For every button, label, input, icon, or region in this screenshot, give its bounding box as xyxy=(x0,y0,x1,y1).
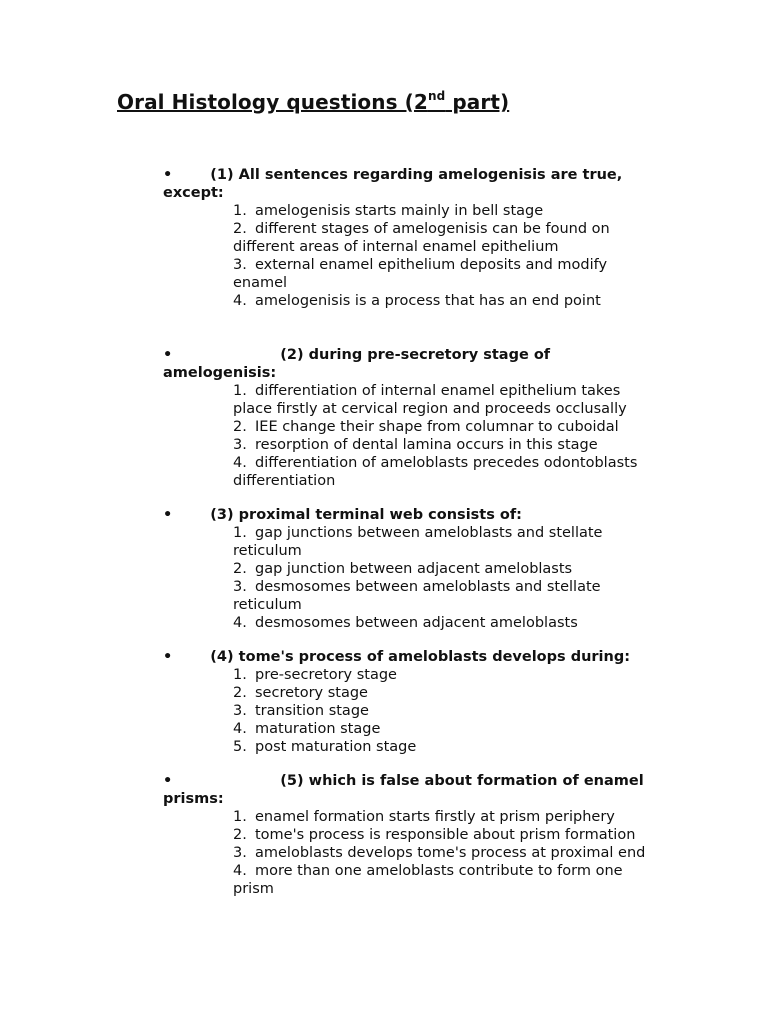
option-number: 4. xyxy=(233,455,247,471)
option-list xyxy=(163,524,663,632)
option-item xyxy=(233,560,663,578)
question-text: (4) tome's process of ameloblasts develops during: xyxy=(210,649,631,665)
option-item xyxy=(233,666,663,684)
option-number: 2. xyxy=(233,685,247,701)
option-item xyxy=(233,418,663,436)
question-heading xyxy=(163,648,663,666)
option-text: desmosomes between ameloblasts and stellate reticulum xyxy=(233,579,601,613)
page-title xyxy=(117,90,509,114)
option-item xyxy=(233,436,663,454)
question-3 xyxy=(163,506,663,632)
option-number: 3. xyxy=(233,257,247,273)
option-text: external enamel epithelium deposits and modify enamel xyxy=(233,257,608,291)
question-heading xyxy=(163,346,663,382)
option-item xyxy=(233,382,663,418)
option-item xyxy=(233,720,663,738)
option-number: 4. xyxy=(233,293,247,309)
option-item xyxy=(233,826,663,844)
option-number: 1. xyxy=(233,383,247,399)
question-heading xyxy=(163,772,663,808)
option-text: more than one ameloblasts contribute to form one prism xyxy=(233,863,623,897)
question-4 xyxy=(163,648,663,756)
option-item xyxy=(233,844,663,862)
option-number: 2. xyxy=(233,561,247,577)
question-text: (5) which is false about formation of enamel prisms: xyxy=(163,773,644,807)
option-text: maturation stage xyxy=(255,721,381,737)
option-text: ameloblasts develops tome's process at proximal end xyxy=(255,845,646,861)
option-number: 1. xyxy=(233,203,247,219)
option-item xyxy=(233,684,663,702)
option-number: 2. xyxy=(233,419,247,435)
option-text: secretory stage xyxy=(255,685,368,701)
option-text: tome's process is responsible about prism formation xyxy=(255,827,636,843)
question-text: (1) All sentences regarding amelogenisis are true, except: xyxy=(163,167,623,201)
question-2 xyxy=(163,346,663,490)
option-number: 4. xyxy=(233,863,247,879)
option-text: gap junctions between ameloblasts and stellate reticulum xyxy=(233,525,603,559)
option-text: amelogenisis starts mainly in bell stage xyxy=(255,203,544,219)
bullet-icon: • xyxy=(163,347,173,363)
option-number: 3. xyxy=(233,437,247,453)
option-item xyxy=(233,614,663,632)
title-superscript: nd xyxy=(427,89,446,103)
option-text: post maturation stage xyxy=(255,739,417,755)
option-list xyxy=(163,808,663,898)
bullet-icon: • xyxy=(163,167,173,183)
question-heading xyxy=(163,506,663,524)
option-list xyxy=(163,666,663,756)
option-item xyxy=(233,292,663,310)
question-heading xyxy=(163,166,663,202)
option-text: different stages of amelogenisis can be found on different areas of internal enamel epithelium xyxy=(233,221,610,255)
option-number: 1. xyxy=(233,525,247,541)
option-text: resorption of dental lamina occurs in this stage xyxy=(255,437,598,453)
question-1 xyxy=(163,166,663,310)
option-number: 3. xyxy=(233,579,247,595)
option-number: 3. xyxy=(233,845,247,861)
option-number: 4. xyxy=(233,721,247,737)
option-number: 4. xyxy=(233,615,247,631)
option-number: 1. xyxy=(233,667,247,683)
option-text: pre-secretory stage xyxy=(255,667,397,683)
option-text: desmosomes between adjacent ameloblasts xyxy=(255,615,578,631)
option-item xyxy=(233,454,663,490)
option-number: 2. xyxy=(233,221,247,237)
option-item xyxy=(233,220,663,256)
option-text: IEE change their shape from columnar to cuboidal xyxy=(255,419,619,435)
question-text: (3) proximal terminal web consists of: xyxy=(210,507,522,523)
question-5 xyxy=(163,772,663,898)
option-text: gap junction between adjacent ameloblasts xyxy=(255,561,573,577)
option-number: 5. xyxy=(233,739,247,755)
bullet-icon: • xyxy=(163,507,173,523)
option-number: 1. xyxy=(233,809,247,825)
option-item xyxy=(233,524,663,560)
option-text: differentiation of internal enamel epithelium takes place firstly at cervical region and proceeds occlusally xyxy=(233,383,627,417)
option-item xyxy=(233,862,663,898)
option-text: transition stage xyxy=(255,703,369,719)
option-item xyxy=(233,256,663,292)
option-item xyxy=(233,702,663,720)
bullet-icon: • xyxy=(163,773,173,789)
option-list xyxy=(163,382,663,490)
question-text: (2) during pre-secretory stage of amelogenisis: xyxy=(163,347,551,381)
option-item xyxy=(233,738,663,756)
title-text-end: part) xyxy=(445,90,510,114)
title-text: Oral Histology questions (2 xyxy=(117,90,428,114)
option-list xyxy=(163,202,663,310)
option-text: differentiation of ameloblasts precedes odontoblasts differentiation xyxy=(233,455,638,489)
option-number: 2. xyxy=(233,827,247,843)
option-text: enamel formation starts firstly at prism periphery xyxy=(255,809,615,825)
option-item xyxy=(233,808,663,826)
option-item xyxy=(233,578,663,614)
option-text: amelogenisis is a process that has an end point xyxy=(255,293,601,309)
option-item xyxy=(233,202,663,220)
question-list xyxy=(163,166,663,914)
bullet-icon: • xyxy=(163,649,173,665)
option-number: 3. xyxy=(233,703,247,719)
